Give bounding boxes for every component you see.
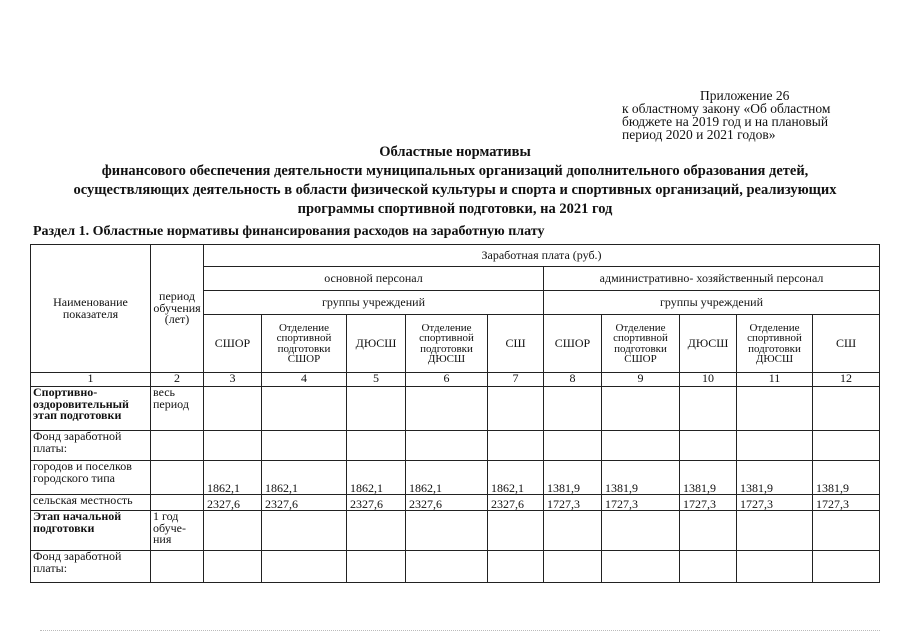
value-cell: [680, 387, 737, 431]
type-cell: Отделение спортивной подготовки СШОР: [602, 315, 680, 373]
title-line: программы спортивной подготовки, на 2021 год: [297, 201, 613, 217]
value-cell: [737, 387, 813, 431]
value-cell: [680, 511, 737, 551]
table-row: [31, 511, 880, 551]
value-cell: [544, 511, 602, 551]
value-cell: 1862,1: [347, 461, 406, 495]
value-cell: 1381,9: [602, 461, 680, 495]
type-cell: ДЮСШ: [347, 315, 406, 373]
value-cell: 1727,3: [680, 495, 737, 511]
row-period: [151, 431, 204, 461]
value-cell: 1381,9: [813, 461, 880, 495]
col-number: 2: [151, 373, 204, 387]
value-cell: [602, 511, 680, 551]
value-cell: [680, 551, 737, 583]
row-period: [151, 461, 204, 495]
title-line: осуществляющих деятельность в области физической культуры и спорта и спортивных организаций, реализующих: [73, 182, 837, 198]
col-number: 12: [813, 373, 880, 387]
type-cell: ДЮСШ: [680, 315, 737, 373]
column-numbers-row: [31, 373, 880, 387]
value-cell: [813, 387, 880, 431]
value-cell: 1727,3: [737, 495, 813, 511]
title-line: Областные нормативы: [379, 144, 531, 160]
appendix-line: к областному закону «Об областном: [622, 101, 831, 116]
col-number: 7: [488, 373, 544, 387]
value-cell: [204, 511, 262, 551]
type-cell: СШОР: [544, 315, 602, 373]
table-row: [31, 495, 880, 511]
header-groups: группы учреждений: [204, 291, 544, 315]
col-number: 5: [347, 373, 406, 387]
value-cell: [204, 387, 262, 431]
value-cell: [488, 387, 544, 431]
header-indicator: Наименование показателя: [31, 245, 151, 373]
row-period: [151, 495, 204, 511]
value-cell: [347, 387, 406, 431]
value-cell: [813, 511, 880, 551]
value-cell: 2327,6: [347, 495, 406, 511]
col-number: 1: [31, 373, 151, 387]
appendix-line: Приложение 26: [700, 88, 790, 103]
header-admin-staff: административно- хозяйственный персонал: [544, 267, 880, 291]
value-cell: [813, 431, 880, 461]
value-cell: [204, 551, 262, 583]
type-cell: СШ: [488, 315, 544, 373]
value-cell: [406, 551, 488, 583]
row-period: весь период: [151, 387, 204, 431]
col-number: 9: [602, 373, 680, 387]
value-cell: [680, 431, 737, 461]
value-cell: [488, 551, 544, 583]
value-cell: [544, 431, 602, 461]
value-cell: [262, 551, 347, 583]
value-cell: 1862,1: [488, 461, 544, 495]
value-cell: [406, 387, 488, 431]
header-main-staff: основной персонал: [204, 267, 544, 291]
appendix-line: период 2020 и 2021 годов»: [622, 127, 776, 142]
value-cell: [262, 431, 347, 461]
scan-artifact: [40, 630, 880, 633]
value-cell: [406, 511, 488, 551]
section-title: Раздел 1. Областные нормативы финансирования расходов на заработную плату: [33, 224, 545, 239]
col-number: 6: [406, 373, 488, 387]
type-cell: СШ: [813, 315, 880, 373]
row-period: [151, 551, 204, 583]
value-cell: [262, 511, 347, 551]
table-row: [31, 431, 880, 461]
header-salary: Заработная плата (руб.): [204, 245, 880, 267]
value-cell: 1381,9: [544, 461, 602, 495]
value-cell: [347, 511, 406, 551]
value-cell: 1727,3: [813, 495, 880, 511]
value-cell: 2327,6: [262, 495, 347, 511]
table-row: [31, 551, 880, 583]
value-cell: 1381,9: [680, 461, 737, 495]
value-cell: [262, 387, 347, 431]
value-cell: [544, 387, 602, 431]
value-cell: [488, 511, 544, 551]
value-cell: 2327,6: [488, 495, 544, 511]
value-cell: [602, 387, 680, 431]
header-period: период обучения (лет): [151, 245, 204, 373]
value-cell: 1381,9: [737, 461, 813, 495]
value-cell: [347, 551, 406, 583]
type-cell: СШОР: [204, 315, 262, 373]
col-number: 3: [204, 373, 262, 387]
table-body: [31, 387, 880, 583]
type-cell: Отделение спортивной подготовки ДЮСШ: [737, 315, 813, 373]
value-cell: [544, 551, 602, 583]
value-cell: 2327,6: [406, 495, 488, 511]
row-indicator-name: Спортивно-оздоровительный этап подготовки: [31, 387, 151, 431]
type-cell: Отделение спортивной подготовки СШОР: [262, 315, 347, 373]
value-cell: 1727,3: [544, 495, 602, 511]
row-indicator-name: Этап начальной подготовки: [31, 511, 151, 551]
value-cell: 1862,1: [204, 461, 262, 495]
appendix-line: бюджете на 2019 год и на плановый: [622, 114, 829, 129]
value-cell: [602, 431, 680, 461]
title-line: финансового обеспечения деятельности муниципальных организаций дополнительного образования детей,: [101, 163, 809, 179]
value-cell: [737, 511, 813, 551]
row-indicator-name: Фонд заработной платы:: [31, 551, 151, 583]
table-row: [31, 461, 880, 495]
col-number: 4: [262, 373, 347, 387]
value-cell: 1862,1: [406, 461, 488, 495]
col-number: 10: [680, 373, 737, 387]
type-cell: Отделение спортивной подготовки ДЮСШ: [406, 315, 488, 373]
value-cell: [406, 431, 488, 461]
normatives-table: [30, 244, 880, 583]
col-number: 8: [544, 373, 602, 387]
value-cell: 1862,1: [262, 461, 347, 495]
value-cell: [813, 551, 880, 583]
value-cell: [737, 551, 813, 583]
row-period: 1 год обуче-ния: [151, 511, 204, 551]
row-indicator-name: Фонд заработной платы:: [31, 431, 151, 461]
value-cell: [204, 431, 262, 461]
value-cell: [347, 431, 406, 461]
value-cell: [488, 431, 544, 461]
value-cell: [737, 431, 813, 461]
col-number: 11: [737, 373, 813, 387]
row-indicator-name: городов и поселков городского типа: [31, 461, 151, 495]
table-row: [31, 387, 880, 431]
appendix-note: [622, 89, 872, 141]
value-cell: [602, 551, 680, 583]
value-cell: 1727,3: [602, 495, 680, 511]
header-groups: группы учреждений: [544, 291, 880, 315]
document-title: [20, 143, 890, 219]
row-indicator-name: сельская местность: [31, 495, 151, 511]
value-cell: 2327,6: [204, 495, 262, 511]
